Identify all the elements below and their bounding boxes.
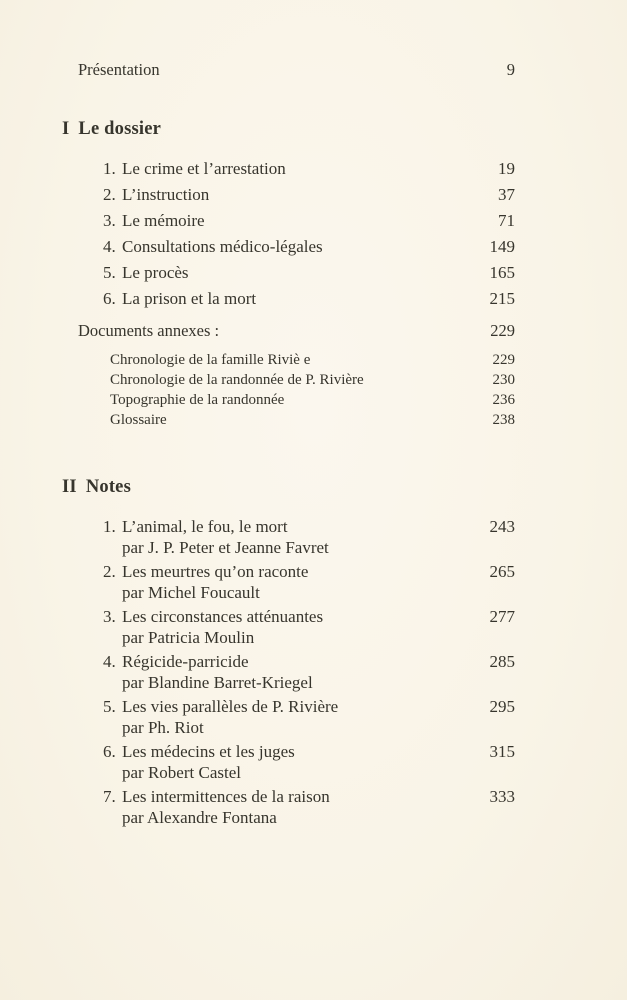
toc-item-page: 71: [498, 211, 515, 230]
running-header: [62, 59, 515, 80]
note-body: [122, 696, 490, 738]
note-item-title: Les vies parallèles de P. Rivière: [122, 697, 339, 716]
toc-row: [62, 208, 515, 234]
note-item-title: Les intermittences de la raison: [122, 787, 330, 806]
section-title: Notes: [85, 477, 131, 497]
annex-row: [62, 370, 515, 390]
toc-item-number: 2.: [103, 185, 116, 204]
toc-item-title: Le crime et l’arrestation: [122, 159, 286, 178]
note-block: [62, 516, 515, 558]
note-item-number: 3.: [103, 607, 116, 626]
note-block: [62, 561, 515, 603]
toc-item-number: 3.: [103, 211, 116, 230]
note-item-number: 7.: [103, 787, 116, 806]
annex-item-title: Topographie de la randonnée: [110, 392, 285, 408]
toc-item-title: Consultations médico-légales: [122, 237, 323, 256]
note-block: [62, 741, 515, 783]
note-body: [122, 651, 490, 693]
toc-item-number: 1.: [103, 159, 116, 178]
annex-row: [62, 390, 515, 410]
section-title: Le dossier: [78, 119, 162, 139]
toc-item-title: La prison et la mort: [122, 289, 257, 308]
section-dossier-items: [62, 156, 515, 312]
toc-item-page: 165: [489, 263, 515, 282]
note-item-number: 6.: [103, 742, 116, 761]
section-heading-dossier: [62, 118, 515, 141]
section-heading-notes: [62, 476, 515, 499]
annex-item-page: 229: [492, 352, 515, 368]
running-header-title: Présentation: [78, 60, 160, 79]
toc-item-title: Le mémoire: [122, 211, 205, 230]
running-header-page-number: 9: [506, 60, 515, 79]
toc-item-page: 19: [498, 159, 515, 178]
toc-row: [62, 260, 515, 286]
note-item-page: 265: [489, 562, 515, 581]
note-item-title: Les médecins et les juges: [122, 742, 295, 761]
toc-item-number: 6.: [103, 289, 116, 308]
note-item-page: 295: [489, 697, 515, 716]
toc-row: [62, 156, 515, 182]
note-body: [122, 516, 490, 558]
note-item-title: Régicide-parricide: [122, 652, 249, 671]
toc-item-page: 149: [489, 237, 515, 256]
note-item-title: L’animal, le fou, le mort: [122, 517, 288, 536]
note-body: [122, 606, 490, 648]
note-item-author: par J. P. Peter et Jeanne Favret: [122, 538, 329, 557]
note-body: [122, 741, 490, 783]
toc-row: [62, 234, 515, 260]
note-item-title: Les meurtres qu’on raconte: [122, 562, 309, 581]
annex-item-page: 230: [492, 372, 515, 388]
note-item-author: par Patricia Moulin: [122, 628, 255, 647]
toc-row: [62, 286, 515, 312]
note-body: [122, 561, 490, 603]
note-item-author: par Ph. Riot: [122, 718, 204, 737]
toc-item-title: Le procès: [122, 263, 189, 282]
annex-item-page: 238: [492, 412, 515, 428]
section-notes-items: [62, 516, 515, 828]
note-item-page: 277: [489, 607, 515, 626]
note-item-number: 5.: [103, 697, 116, 716]
annex-item-title: Chronologie de la randonnée de P. Rivière: [110, 372, 364, 388]
table-of-contents: [62, 0, 515, 831]
note-item-page: 285: [489, 652, 515, 671]
note-item-number: 1.: [103, 517, 116, 536]
annex-page: 229: [490, 321, 515, 340]
note-block: [62, 786, 515, 828]
note-item-author: par Alexandre Fontana: [122, 808, 277, 827]
annex-row: [62, 410, 515, 430]
section-numeral: I: [62, 119, 70, 139]
note-block: [62, 606, 515, 648]
note-item-page: 243: [489, 517, 515, 536]
toc-item-page: 215: [489, 289, 515, 308]
annex-label: Documents annexes :: [78, 321, 220, 340]
note-body: [122, 786, 490, 828]
annex-heading: [62, 320, 515, 342]
annex-item-title: Glossaire: [110, 412, 167, 428]
note-block: [62, 696, 515, 738]
toc-item-number: 5.: [103, 263, 116, 282]
note-item-author: par Michel Foucault: [122, 583, 260, 602]
note-item-author: par Robert Castel: [122, 763, 241, 782]
toc-row: [62, 182, 515, 208]
note-item-page: 333: [489, 787, 515, 806]
annex-item-title: Chronologie de la famille Riviè e: [110, 352, 311, 368]
annex-items: [62, 350, 515, 430]
note-block: [62, 651, 515, 693]
note-item-page: 315: [489, 742, 515, 761]
toc-item-number: 4.: [103, 237, 116, 256]
toc-item-page: 37: [498, 185, 515, 204]
note-item-number: 4.: [103, 652, 116, 671]
toc-item-title: L’instruction: [122, 185, 210, 204]
annex-item-page: 236: [492, 392, 515, 408]
annex-row: [62, 350, 515, 370]
note-item-title: Les circonstances atténuantes: [122, 607, 324, 626]
note-item-number: 2.: [103, 562, 116, 581]
note-item-author: par Blandine Barret-Kriegel: [122, 673, 313, 692]
section-numeral: II: [62, 477, 77, 497]
